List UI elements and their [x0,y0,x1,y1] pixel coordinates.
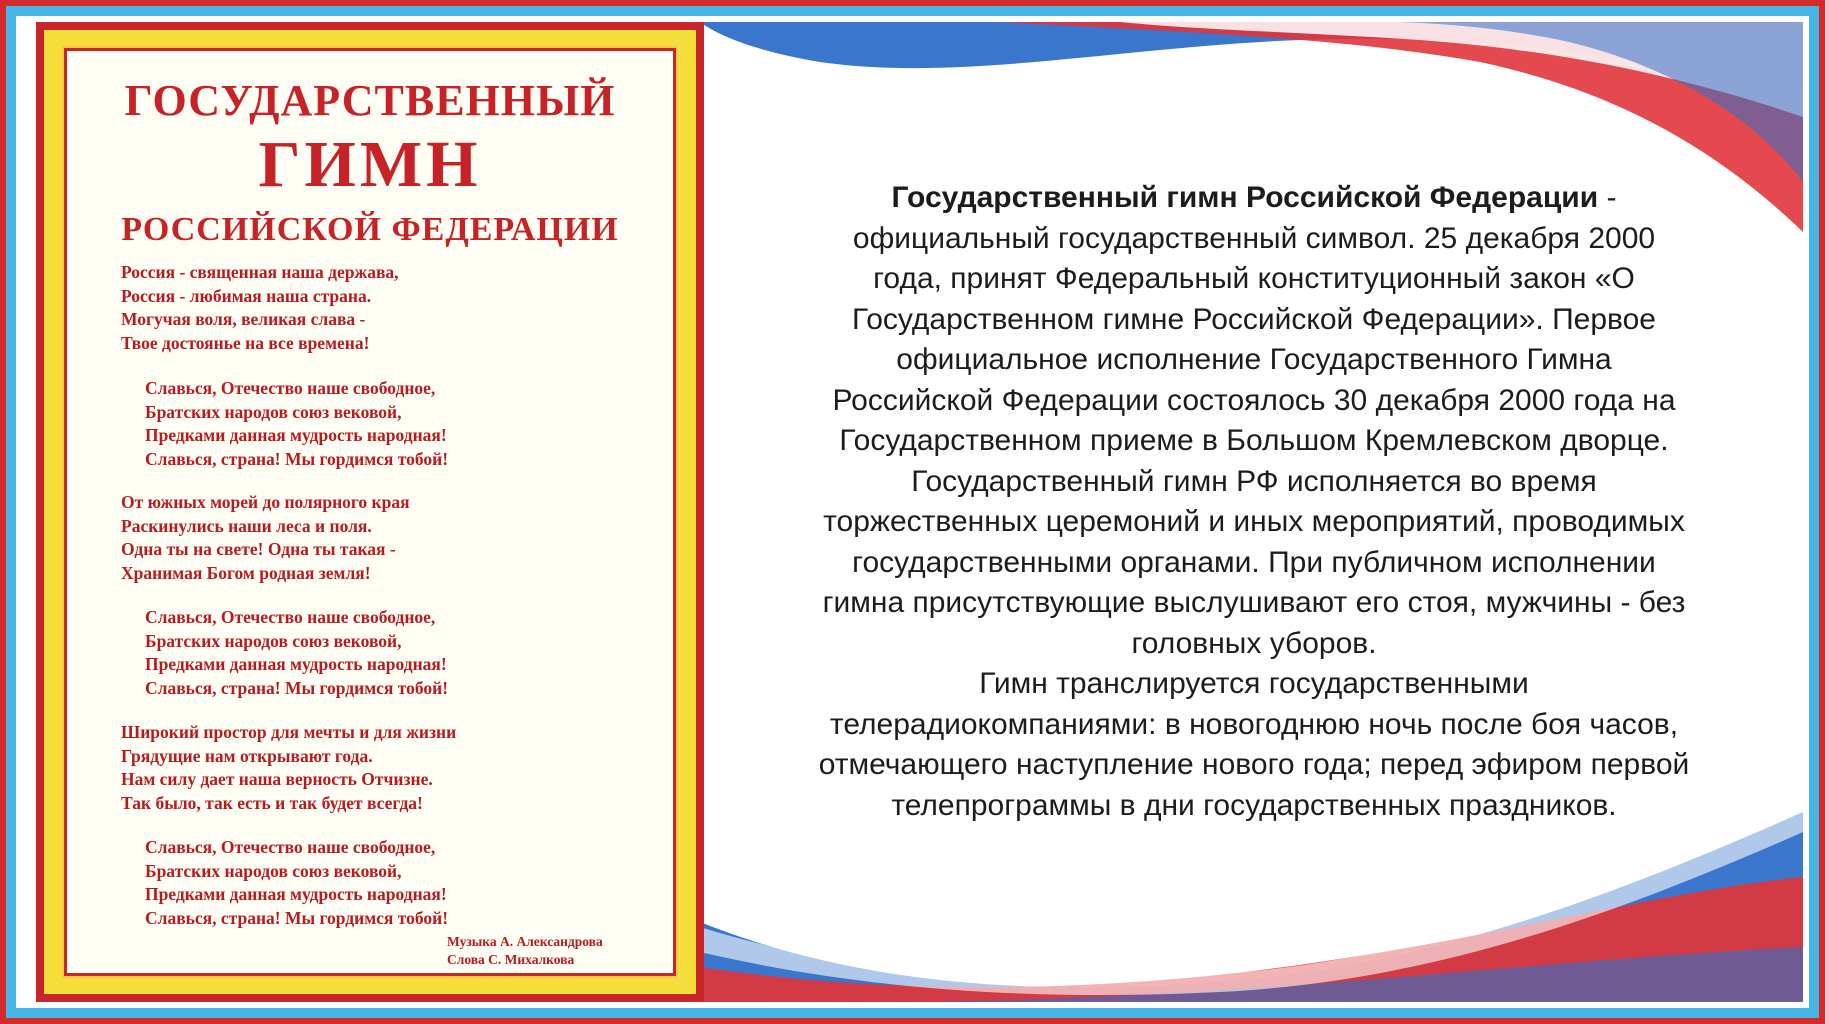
poster-title-line2: ГИМН [258,128,482,201]
description-line: гимна присутствующие выслушивают его стоя, мужчины - без [822,586,1686,619]
lyric-line: Славься, страна! Мы гордимся тобой! [145,677,449,698]
lyric-line: Братских народов союз вековой, [145,860,402,881]
lyric-line: Славься, Отечество наше свободное, [145,837,436,857]
lyric-line: Славься, Отечество наше свободное, [145,607,436,627]
anthem-chorus-1 [145,377,448,471]
lyric-line: Россия - любимая наша страна. [121,285,372,306]
lyric-line: Славься, Отечество наше свободное, [145,378,436,398]
description-line: официальное исполнение Государственного Гимна [896,343,1612,376]
description-line: года, принят Федеральный конституционный закон «О [873,262,1635,295]
lyric-line: Предками данная мудрость народная! [145,654,447,674]
anthem-chorus-3 [145,836,448,930]
description-line: государственными органами. При публичном исполнении [852,545,1656,579]
description-line: телерадиокомпаниями: в новогоднюю ночь после боя часов, [829,707,1679,741]
description-lead-line [720,178,1788,219]
lyric-line: Братских народов союз вековой, [145,630,402,651]
description-line: Российской Федерации состоялось 30 декабря 2000 года на [832,383,1676,417]
anthem-stanza-3 [121,721,456,815]
description-line: головных уборов. [1131,626,1377,660]
lyric-line: Раскинулись наши леса и поля. [121,515,372,536]
lyric-line: Хранимая Богом родная земля! [121,562,371,583]
credit-words: Слова С. Михалкова [447,952,575,967]
description-line: телепрограммы в дни государственных праздников. [891,788,1617,822]
anthem-chorus-2 [145,606,448,700]
poster-credits [447,933,603,969]
anthem-stanza-1 [121,261,399,355]
poster-title-line1: ГОСУДАРСТВЕННЫЙ [124,76,616,125]
credit-music: Музыка А. Александрова [447,934,603,949]
lyric-line: Могучая воля, великая слава - [121,309,366,329]
lyric-line: Предками данная мудрость народная! [145,425,447,445]
anthem-stanza-2 [121,491,410,585]
poster-yellow-border [44,30,696,994]
lyric-line: От южных морей до полярного края [121,492,410,512]
description-lead-dash: - [1598,181,1617,214]
lyric-line: Широкий простор для мечты и для жизни [121,722,457,742]
description-bold-lead: Государственный гимн Российской Федерации [891,181,1599,214]
description-line: Государственном гимне Российской Федерации». Первое [852,302,1656,336]
description-line: Государственный гимн РФ исполняется во время [911,464,1597,498]
lyric-line: Россия - священная наша держава, [121,262,399,282]
description-line: отмечающего наступление нового года; перед эфиром первой [818,748,1690,781]
poster-sheet [64,48,676,976]
description-line: торжественных церемоний и иных мероприятий, проводимых [823,505,1685,538]
lyric-line: Славься, страна! Мы гордимся тобой! [145,907,449,928]
lyric-line: Нам силу дает наша верность Отчизне. [121,769,433,789]
description-line: Государственном приеме в Большом Кремлевском дворце. [839,424,1669,457]
description-line: официальный государственный символ. 25 декабря 2000 [852,221,1656,255]
lyric-line: Братских народов союз вековой, [145,401,402,422]
lyric-line: Твое достоянье на все времена! [121,332,370,353]
description-line: Гимн транслируется государственными [979,667,1529,700]
anthem-poster [36,22,704,1002]
anthem-description [720,178,1788,826]
lyric-line: Предками данная мудрость народная! [145,884,447,904]
lyric-line: Так было, так есть и так будет всегда! [121,792,423,813]
lyric-line: Одна ты на свете! Одна ты такая - [121,539,396,559]
lyric-line: Грядущие нам открывают года. [121,745,373,766]
poster-title-line3: РОССИЙСКОЙ ФЕДЕРАЦИИ [121,211,619,248]
lyric-line: Славься, страна! Мы гордимся тобой! [145,448,449,469]
